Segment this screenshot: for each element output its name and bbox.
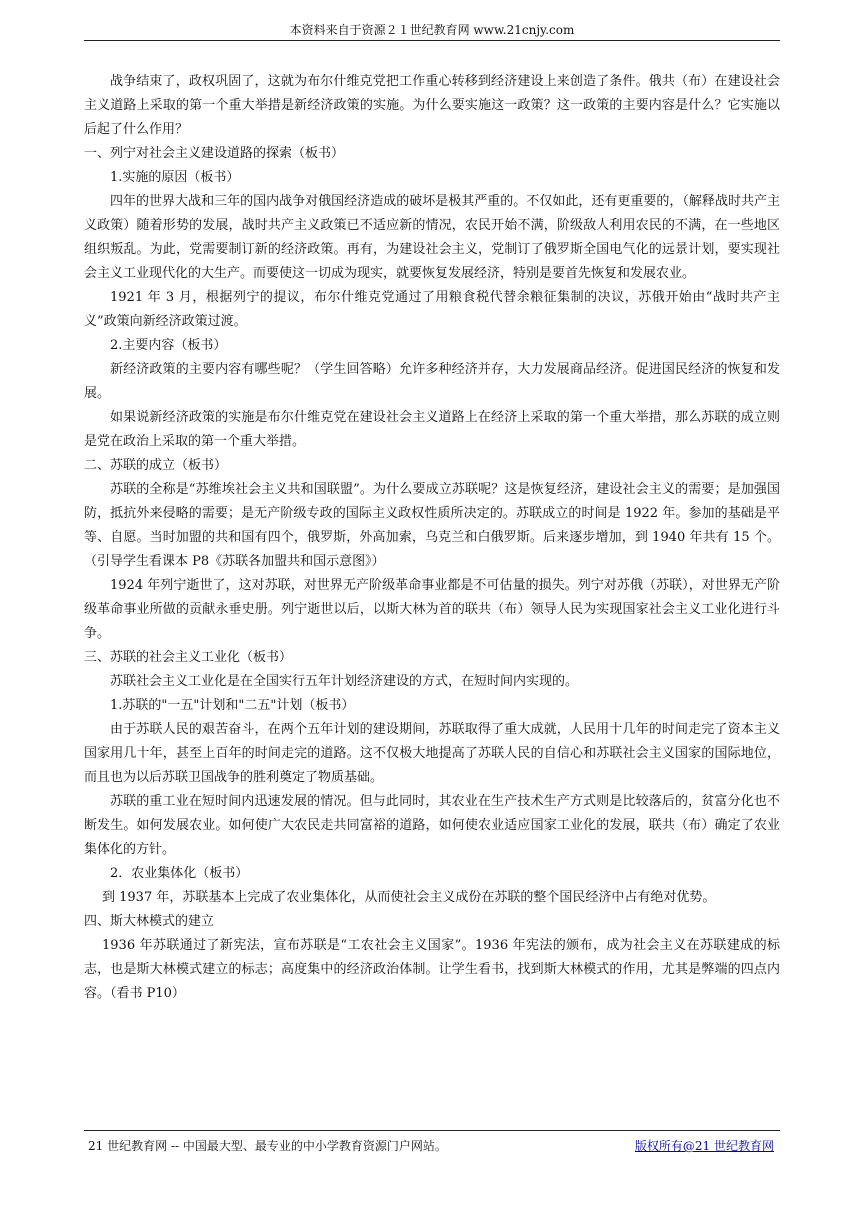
section-heading-2: 二、苏联的成立（板书） xyxy=(84,458,228,473)
paragraph: 苏联的重工业在短时间内迅速发展的情况。但与此同时，其农业在生产技术生产方式则是比较落后的，贫富分化也不断发生。如何发展农业。如何使广大农民走共同富裕的道路，如何使农业适应国家工业化的发展，联共（布）确定了农业集体化的方针。 xyxy=(84,794,780,857)
paragraph: 苏联的全称是“苏维埃社会主义共和国联盟”。为什么要成立苏联呢？这是恢复经济，建设社会主义的需要；是加强国防，抵抗外来侵略的需要；是无产阶级专政的国际主义政权性质所决定的。苏联成立的时间是 1922 年。参加的基础是平等、自愿。当时加盟的共和国有四个，俄罗斯，外高加索，乌克兰和白俄罗斯。后来逐步增加，到 1940 年共有 15 个。（引导学生看课本 P8《苏联各加盟共和国示意图》） xyxy=(84,482,780,569)
footer-text: 21 世纪教育网 -- 中国最大型、最专业的中小学教育资源门户网站。 xyxy=(88,1139,447,1153)
subheading-1-1: 1.实施的原因（板书） xyxy=(110,170,240,185)
footer-divider xyxy=(84,1130,780,1131)
subheading-3-1: 1.苏联的"一五"计划和"二五"计划（板书） xyxy=(110,698,355,713)
paragraph: 苏联社会主义工业化是在全国实行五年计划经济建设的方式，在短时间内实现的。 xyxy=(110,674,579,689)
section-heading-3: 三、苏联的社会主义工业化（板书） xyxy=(84,650,293,665)
section-heading-1: 一、列宁对社会主义建设道路的探索（板书） xyxy=(84,146,345,161)
paragraph: 1924 年列宁逝世了，这对苏联，对世界无产阶级革命事业都是不可估量的损失。列宁对苏俄（苏联），对世界无产阶级革命事业所做的贡献永垂史册。列宁逝世以后，以斯大林为首的联共（布）领导人民为实现国家社会主义工业化进行斗争。 xyxy=(84,578,780,641)
paragraph: 1921 年 3 月，根据列宁的提议，布尔什维克党通过了用粮食税代替余粮征集制的决议，苏俄开始由“战时共产主义”政策向新经济政策过渡。 xyxy=(84,290,780,329)
paragraph: 到 1937 年，苏联基本上完成了农业集体化，从而使社会主义成份在苏联的整个国民经济中占有绝对优势。 xyxy=(102,890,716,905)
paragraph: 新经济政策的主要内容有哪些呢？（学生回答略）允许多种经济并存，大力发展商品经济。促进国民经济的恢复和发展。 xyxy=(84,362,780,401)
section-heading-4: 四、斯大林模式的建立 xyxy=(84,914,215,929)
subheading-3-2: 2．农业集体化（板书） xyxy=(110,866,249,881)
paragraph: 由于苏联人民的艰苦奋斗，在两个五年计划的建设期间，苏联取得了重大成就，人民用十几年的时间走完了资本主义国家用几十年，甚至上百年的时间走完的道路。这不仅极大地提高了苏联人民的自信心和苏联社会主义国家的国际地位，而且也为以后苏联卫国战争的胜利奠定了物质基础。 xyxy=(84,722,780,785)
intro-paragraph: 战争结束了，政权巩固了，这就为布尔什维克党把工作重心转移到经济建设上来创造了条件。俄共（布）在建设社会主义道路上采取的第一个重大举措是新经济政策的实施。为什么要实施这一政策？这一政策的主要内容是什么？它实施以后起了什么作用？ xyxy=(84,74,780,137)
paragraph: 1936 年苏联通过了新宪法，宣布苏联是“工农社会主义国家”。1936 年宪法的颁布，成为社会主义在苏联建成的标志，也是斯大林模式建立的标志；高度集中的经济政治体制。让学生看书，找到斯大林模式的作用，尤其是弊端的四点内容。（看书 P10） xyxy=(84,938,780,1001)
paragraph: 四年的世界大战和三年的国内战争对俄国经济造成的破坏是极其严重的。不仅如此，还有更重要的，（解释战时共产主义政策）随着形势的发展，战时共产主义政策已不适应新的情况，农民开始不满，阶级敌人利用农民的不满，在一些地区组织叛乱。为此，党需要制订新的经济政策。再有，为建设社会主义，党制订了俄罗斯全国电气化的远景计划，要实现社会主义工业现代化的大生产。而要使这一切成为现实，就要恢复发展经济，特别是要首先恢复和发展农业。 xyxy=(84,194,780,281)
paragraph: 如果说新经济政策的实施是布尔什维克党在建设社会主义道路上在经济上采取的第一个重大举措，那么苏联的成立则是党在政治上采取的第一个重大举措。 xyxy=(84,410,780,449)
page-header: 本资料来自于资源２１世纪教育网 www.21cnjy.com xyxy=(289,23,575,37)
document-body xyxy=(84,70,780,1006)
copyright-link[interactable]: 版权所有@21 世纪教育网 xyxy=(634,1139,774,1153)
subheading-1-2: 2.主要内容（板书） xyxy=(110,338,227,353)
header-divider xyxy=(84,40,780,41)
